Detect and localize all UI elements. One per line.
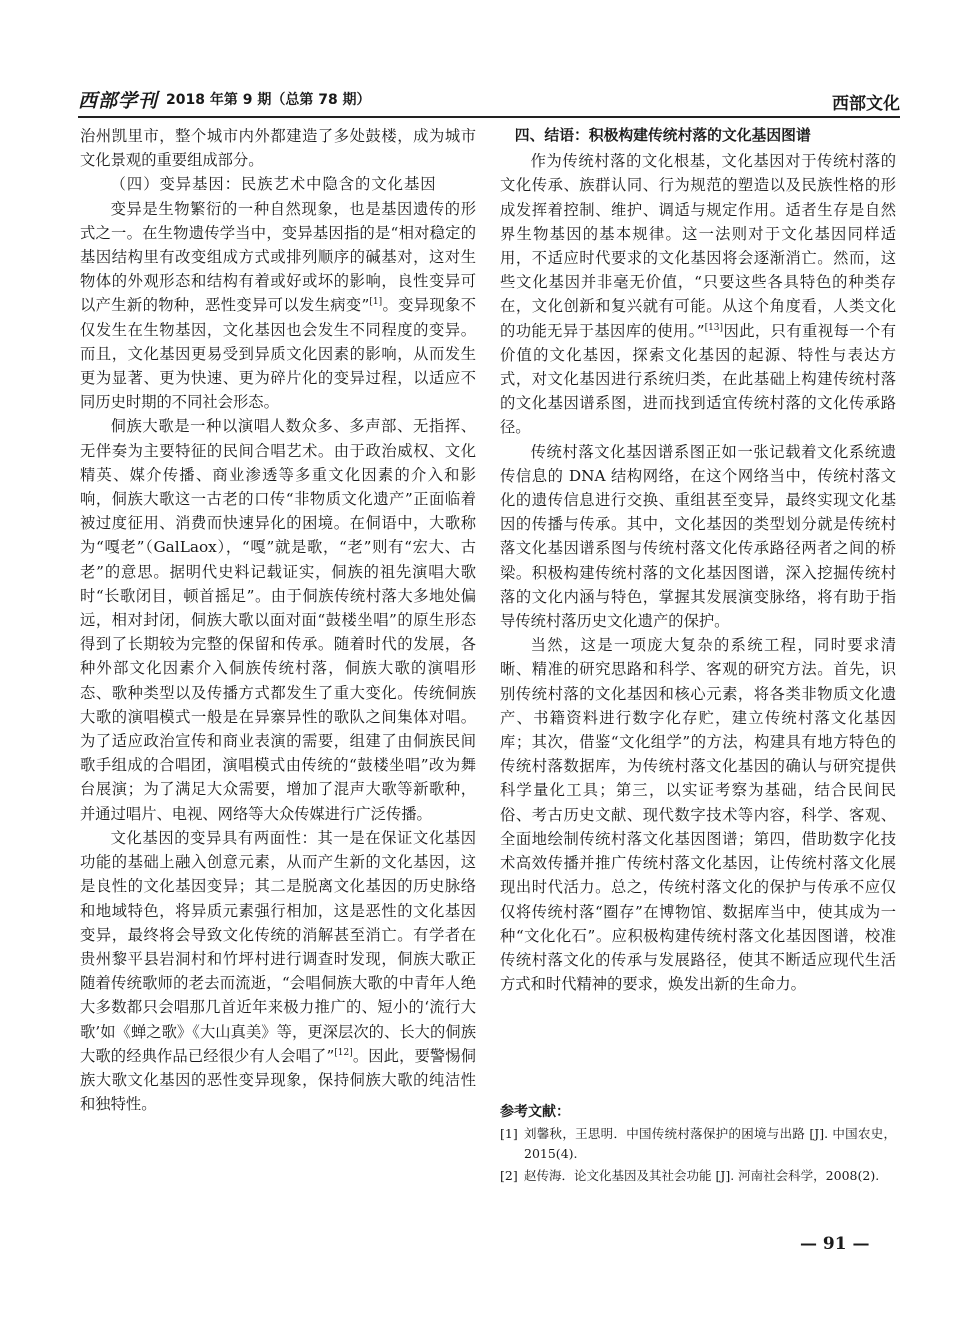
paragraph: [500, 149, 896, 439]
paragraph: 当然，这是一项庞大复杂的系统工程，同时要求清晰、精准的研究思路和科学、客观的研究方法。首先，识别传统村落的文化基因和核心元素，将各类非物质文化遗产、书籍资料进行数字化存贮，建立传统村落文化基因库；其次，借鉴“文化组学”的方法，构建具有地方特色的传统村落数据库，为传统村落文化基因的确认与研究提供科学量化工具；第三，以实证考察为基础，结合民间民俗、考古历史文献、现代数字技术等内容，科学、客观、全面地绘制传统村落文化基因图谱；第四，借助数字化技术高效传播并推广传统村落文化基因，让传统村落文化展现出时代活力。总之，传统村落文化的保护与传承不应仅仅将传统村落“圈存”在博物馆、数据库当中，使其成为一种“文化化石”。应积极构建传统村落文化基因图谱，校准传统村落文化的传承与发展路径，使其不断适应现代生活方式和时代精神的要求，焕发出新的生命力。: [500, 636, 896, 994]
reference-item: [500, 1124, 896, 1164]
citation: [1]: [369, 297, 383, 308]
subheading: （四）变异基因：民族艺术中隐含的文化基因: [110, 175, 437, 194]
paragraph: 治州凯里市，整个城市内外都建造了多处鼓楼，成为城市文化景观的重要组成部分。: [80, 127, 476, 170]
reference-text: 赵传海．论文化基因及其社会功能 [J]. 河南社会科学，2008(2).: [524, 1168, 880, 1183]
page-number: — 91 —: [800, 1234, 870, 1254]
paragraph: 传统村落文化基因谱系图正如一张记载着文化系统遗传信息的 DNA 结构网络，在这个网络当中，传统村落文化的遗传信息进行交换、重组甚至变异，最终实现文化基因的传播与传承。其中，文化基因的类型划分就是传统村落文化基因谱系图与传统村落文化传承路径两者之间的桥梁。积极构建传统村落的文化基因图谱，深入挖掘传统村落的文化内涵与特色，掌握其发展演变脉络，将有助于指导传统村落历史文化遗产的保护。: [500, 442, 896, 631]
right-column: [500, 124, 896, 996]
section-title: 西部文化: [832, 94, 900, 114]
references-title: 参考文献：: [500, 1104, 570, 1120]
paragraph-text: 因此，只有重视每一个有价值的文化基因，探索文化基因的起源、特性与表达方式，对文化基因进行系统归类，在此基础上构建传统村落的文化基因谱系图，进而找到适宜传统村落的文化传承路径。: [500, 321, 896, 437]
section-heading: 四、结语：积极构建传统村落的文化基因图谱: [514, 127, 811, 144]
paragraph-text: 变异是生物繁衍的一种自然现象，也是基因遗传的形式之一。在生物遗传学当中，变异基因指的是“相对稳定的基因结构里有改变组成方式或排列顺序的碱基对，这对生物体的外观形态和结构有着或好或坏的影响，良性变异可以产生新的物种，恶性变异可以发生病变”: [80, 199, 476, 315]
left-column: [80, 124, 476, 1116]
citation: [13]: [704, 322, 724, 333]
paragraph-text: 。因此，要警惕侗族大歌文化基因的恶性变异现象，保持侗族大歌的纯洁性和独特性。: [80, 1046, 476, 1114]
reference-number: [1]: [500, 1126, 518, 1141]
references-list: [500, 1124, 896, 1188]
reference-text: 刘馨秋，王思明．中国传统村落保护的困境与出路 [J]. 中国农史，2015(4).: [524, 1126, 896, 1161]
paragraph-text: 文化基因的变异具有两面性：其一是在保证文化基因功能的基础上融入创意元素，从而产生新的文化基因，这是良性的文化基因变异；其二是脱离文化基因的历史脉络和地域特色，将异质元素强行相加，这是恶性的文化基因变异，最终将会导致文化传统的消解甚至消亡。有学者在贵州黎平县岩洞村和竹坪村进行调查时发现，侗族大歌正随着传统歌师的老去而流逝，“会唱侗族大歌的中青年人绝大多数都只会唱那几首近年来极力推广的、短小的‘流行大歌’如《蝉之歌》《大山真美》等，更深层次的、长大的侗族大歌的经典作品已经很少有人会唱了”: [80, 828, 476, 1065]
paragraph-text: 作为传统村落的文化根基，文化基因对于传统村落的文化传承、族群认同、行为规范的塑造以及民族性格的形成发挥着控制、维护、调适与规定作用。适者生存是自然界生物基因的基本规律。这一法则对于文化基因同样适用，不适应时代要求的文化基因将会逐渐消亡。然而，这些文化基因并非毫无价值，“只要这些各具特色的种类存在，文化创新和复兴就有可能。从这个角度看，人类文化的功能无异于基因库的使用。”: [500, 152, 896, 340]
paragraph: 侗族大歌是一种以演唱人数众多、多声部、无指挥、无伴奏为主要特征的民间合唱艺术。由于政治威权、文化精英、媒介传播、商业渗透等多重文化因素的介入和影响，侗族大歌这一古老的口传“非物质文化遗产”正面临着被过度征用、消费而快速异化的困境。在侗语中，大歌称为“嘎老”（GalLaox），“嘎”就是歌，“老”则有“宏大、古老”的意思。据明代史料记载证实，侗族的祖先演唱大歌时“长歌闭目，顿首摇足”。由于侗族传统村落大多地处偏远，相对封闭，侗族大歌以面对面“鼓楼坐唱”的原生形态得到了长期较为完整的保留和传承。随着时代的发展，各种外部文化因素介入侗族传统村落，侗族大歌的演唱形态、歌种类型以及传播方式都发生了重大变化。传统侗族大歌的演唱模式一般是在异寨异性的歌队之间集体对唱。为了适应政治宣传和商业表演的需要，组建了由侗族民间歌手组成的合唱团，演唱模式由传统的“鼓楼坐唱”改为舞台展演；为了满足大众需要，增加了混声大歌等新歌种，并通过唱片、电视、网络等大众传媒进行广泛传播。: [80, 417, 476, 823]
paragraph: [80, 826, 476, 1116]
issue-info: 2018 年第 9 期（总第 78 期）: [166, 92, 371, 108]
reference-number: [2]: [500, 1168, 518, 1183]
citation: [12]: [334, 1047, 353, 1058]
reference-item: [500, 1166, 896, 1186]
paragraph-text: 。变异现象不仅发生在生物基因，文化基因也会发生不同程度的变异。而且，文化基因更易受到异质文化因素的影响，从而发生更为显著、更为快速、更为碎片化的变异过程，以适应不同历史时期的不同社会形态。: [80, 296, 476, 412]
paragraph: [80, 197, 476, 415]
journal-logo: 西部学刊: [78, 90, 159, 112]
running-header: [78, 82, 900, 118]
